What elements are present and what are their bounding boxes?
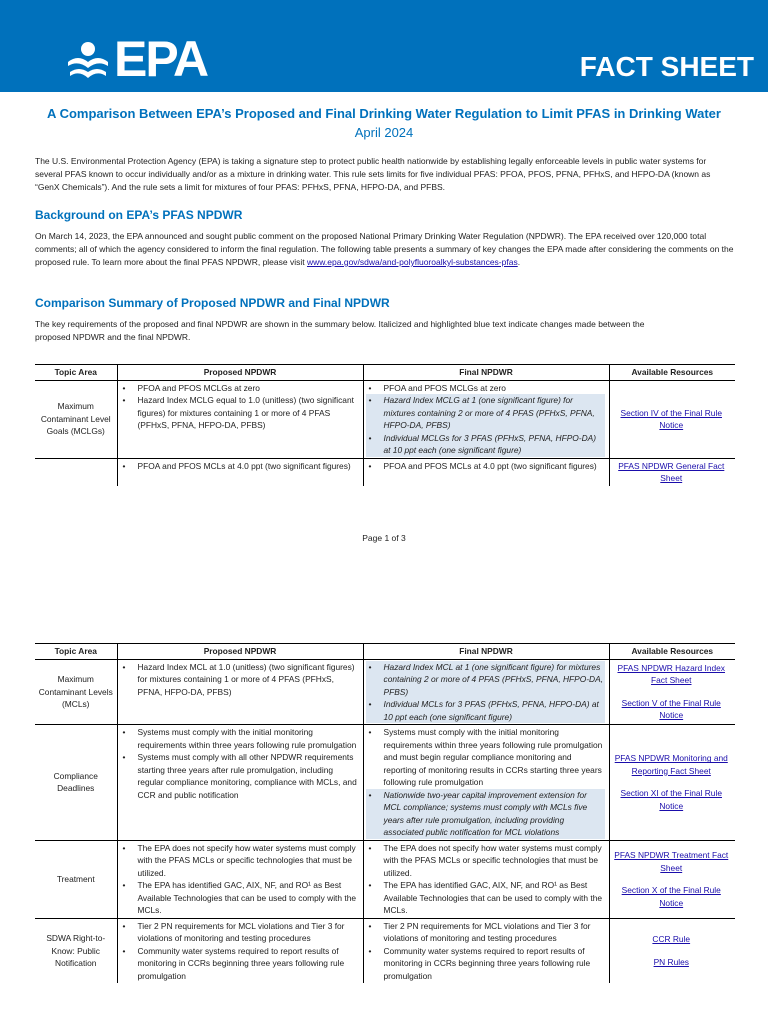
epa-flower-icon <box>66 40 110 82</box>
header-proposed: Proposed NPDWR <box>117 644 363 660</box>
header-final: Final NPDWR <box>363 644 609 660</box>
list-item-changed: • Nationwide two-year capital improvement extension for MCL compliance; systems must comply with MCLs five years after rule promulgation, including providing associated public notification for MCL violations <box>366 789 605 839</box>
list-item: • Systems must comply with the initial monitoring requirements within three years following rule promulgation <box>138 726 359 751</box>
resource-link[interactable]: CCR Rule <box>652 934 691 945</box>
resources-cell <box>609 918 735 983</box>
resources-cell <box>609 659 735 725</box>
header-topic: Topic Area <box>35 644 117 660</box>
header-proposed: Proposed NPDWR <box>117 365 363 381</box>
final-cell <box>363 840 609 918</box>
table-header-row <box>35 644 735 660</box>
list-item: • PFOA and PFOS MCLGs at zero <box>384 382 605 395</box>
list-item: • Tier 2 PN requirements for MCL violations and Tier 3 for violations of monitoring and testing procedures <box>384 920 605 945</box>
list-item: • Community water systems required to report results of monitoring in CCRs beginning three years following rule promulgation <box>138 945 359 983</box>
proposed-cell <box>117 380 363 458</box>
fact-sheet-label: FACT SHEET <box>579 51 754 82</box>
epa-logo <box>66 40 110 87</box>
list-item: • Systems must comply with the initial monitoring requirements within three years following rule promulgation and must begin regular compliance monitoring and reporting of monitoring results in CCRs starting three years following rule promulgation <box>384 726 605 789</box>
background-heading: Background on EPA’s PFAS NPDWR <box>35 208 243 222</box>
topic-cell: Maximum Contaminant Levels (MCLs) <box>35 659 117 725</box>
table-header-row <box>35 365 735 381</box>
comparison-paragraph: The key requirements of the proposed and final NPDWR are shown in the summary below. Italicized and highlighted blue text indicate changes made between the proposed NPDWR and the final NPDWR. <box>35 319 645 342</box>
proposed-cell <box>117 725 363 841</box>
resource-link[interactable]: PN Rules <box>653 956 689 967</box>
table-row-compliance <box>35 725 735 841</box>
proposed-cell <box>117 659 363 725</box>
final-cell <box>363 918 609 983</box>
comparison-table-page2 <box>35 643 735 983</box>
list-item: • Community water systems required to report results of monitoring in CCRs beginning three years following rule promulgation <box>384 945 605 983</box>
resource-link[interactable]: PFAS NPDWR Treatment Fact Sheet <box>614 850 729 873</box>
final-cell <box>363 380 609 458</box>
topic-cell <box>35 458 117 486</box>
header-banner <box>0 0 768 92</box>
logo-text: EPA <box>114 31 208 87</box>
topic-cell: Maximum Contaminant Level Goals (MCLGs) <box>35 380 117 458</box>
proposed-cell <box>117 840 363 918</box>
resource-link[interactable]: PFAS NPDWR Hazard Index Fact Sheet <box>617 662 725 686</box>
table-row-sdwa <box>35 918 735 983</box>
resource-link[interactable]: Section IV of the Final Rule Notice <box>620 407 722 430</box>
list-item-changed: • Individual MCLGs for 3 PFAS (PFHxS, PFNA, HFPO-DA) at 10 ppt each (one significant figure) <box>366 432 605 457</box>
list-item-changed: • Hazard Index MCL at 1 (one significant figure) for mixtures containing 2 or more of 4 PFAS (PFHxS, PFNA, HFPO-DA, PFBS) <box>366 661 605 699</box>
table-row-mcl <box>35 659 735 725</box>
resource-link[interactable]: PFAS NPDWR General Fact Sheet <box>618 460 725 483</box>
list-item: • Hazard Index MCLG equal to 1.0 (unitless) (two significant figures) for mixtures containing 1 or more of 4 PFAS (PFHxS, PFNA, HFPO-DA, PFBS) <box>138 394 359 432</box>
table-row-treatment <box>35 840 735 918</box>
proposed-cell <box>117 918 363 983</box>
resource-link[interactable]: Section V of the Final Rule Notice <box>621 697 721 721</box>
comparison-table-page1 <box>35 364 735 486</box>
header-resources: Available Resources <box>609 365 735 381</box>
list-item: • Tier 2 PN requirements for MCL violations and Tier 3 for violations of monitoring and testing procedures <box>138 920 359 945</box>
list-item: • PFOA and PFOS MCLGs at zero <box>138 382 359 395</box>
list-item: • Systems must comply with all other NPDWR requirements starting three years after rule promulgation, including regular compliance monitoring, compliance with MCLs, and CCR and public notification <box>138 751 359 801</box>
list-item: • PFOA and PFOS MCLs at 4.0 ppt (two significant figures) <box>138 460 359 473</box>
table-row-mcl-partial <box>35 458 735 486</box>
resource-link[interactable]: Section X of the Final Rule Notice <box>621 885 721 908</box>
resource-link[interactable]: PFAS NPDWR Monitoring and Reporting Fact Sheet <box>614 753 728 776</box>
page-number: Page 1 of 3 <box>362 533 406 543</box>
header-topic: Topic Area <box>35 365 117 381</box>
document-date: April 2024 <box>354 125 414 140</box>
list-item: • PFOA and PFOS MCLs at 4.0 ppt (two significant figures) <box>384 460 605 473</box>
pfas-website-link[interactable]: www.epa.gov/sdwa/and-polyfluoroalkyl-substances-pfas <box>306 257 518 267</box>
topic-cell: Compliance Deadlines <box>35 725 117 841</box>
list-item: • The EPA has identified GAC, AIX, NF, and RO¹ as Best Available Technologies that can be used to comply with the MCLs. <box>384 879 605 917</box>
header-resources: Available Resources <box>609 644 735 660</box>
resources-cell <box>609 725 735 841</box>
list-item-changed: • Individual MCLs for 3 PFAS (PFHxS, PFNA, HFPO-DA) at 10 ppt each (one significant figure) <box>366 698 605 723</box>
list-item-changed: • Hazard Index MCLG at 1 (one significant figure) for mixtures containing 2 or more of 4 PFAS (PFHxS, PFNA, HFPO-DA, PFBS) <box>366 394 605 432</box>
resources-cell <box>609 840 735 918</box>
list-item: • Hazard Index MCL at 1.0 (unitless) (two significant figures) for mixtures containing 1 or more of 4 PFAS (PFHxS, PFNA, HFPO-DA, PFBS) <box>138 661 359 699</box>
list-item: • The EPA has identified GAC, AIX, NF, and RO¹ as Best Available Technologies that can be used to comply with the MCLs. <box>138 879 359 917</box>
resource-link[interactable]: Section XI of the Final Rule Notice <box>620 788 722 811</box>
background-text: On March 14, 2023, the EPA announced and sought public comment on the proposed National Primary Drinking Water Regulation (NPDWR). The EPA received over 120,000 total comments; all of which the agency considered to inform the final regulation. The following table presents a summary of key changes the EPA made after considering the comments on the proposed rule. To learn more about the final PFAS NPDWR, please visit <box>35 231 734 267</box>
background-paragraph <box>35 230 735 269</box>
list-item: • The EPA does not specify how water systems must comply with the PFAS MCLs or specific technologies that must be utilized. <box>384 842 605 880</box>
background-tail: . <box>517 257 521 267</box>
comparison-heading: Comparison Summary of Proposed NPDWR and Final NPDWR <box>35 296 390 310</box>
document-title: A Comparison Between EPA’s Proposed and Final Drinking Water Regulation to Limit PFAS in Drinking Water <box>47 106 721 121</box>
list-item: • The EPA does not specify how water systems must comply with the PFAS MCLs or specific technologies that must be utilized. <box>138 842 359 880</box>
final-cell <box>363 725 609 841</box>
resources-cell <box>609 380 735 458</box>
proposed-cell <box>117 458 363 486</box>
header-final: Final NPDWR <box>363 365 609 381</box>
topic-cell: SDWA Right-to-Know: Public Notification <box>46 933 106 968</box>
topic-cell: Treatment <box>35 840 117 918</box>
resources-cell <box>609 458 735 486</box>
table-row-mclg <box>35 380 735 458</box>
intro-paragraph: The U.S. Environmental Protection Agency (EPA) is taking a signature step to protect public health nationwide by establishing legally enforceable levels in public water systems for several PFAS known to occur individually and/or as a mixture in drinking water. This rule sets limits for five individual PFAS: PFOA, PFOS, PFNA, PFHxS, and HFPO-DA (known as “GenX Chemicals”). And the rule sets a limit for mixtures of four PFAS: PFHxS, PFNA, HFPO-DA, and PFBS. <box>35 156 711 192</box>
final-cell <box>363 659 609 725</box>
final-cell <box>363 458 609 486</box>
